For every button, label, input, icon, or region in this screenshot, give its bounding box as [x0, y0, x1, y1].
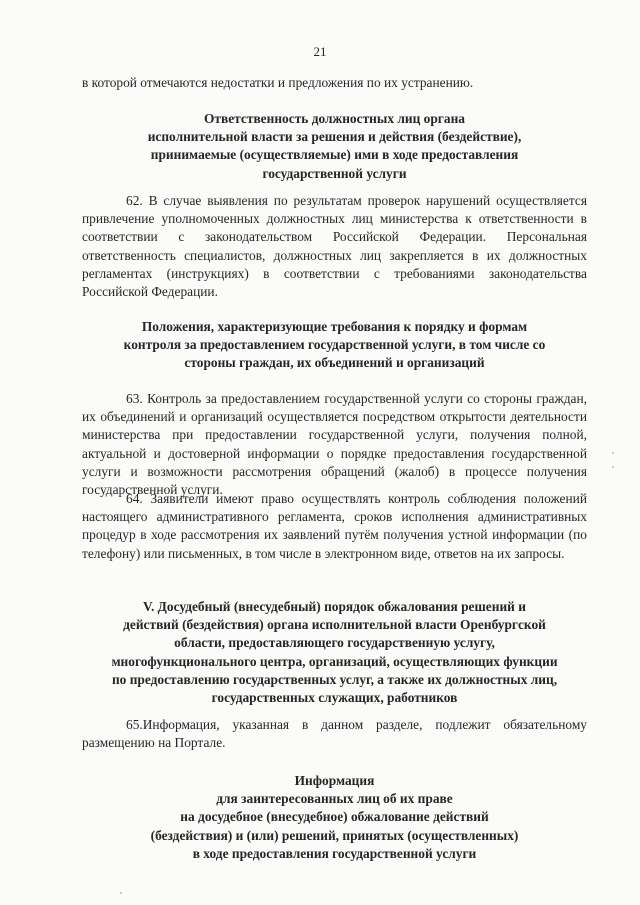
heading-line: для заинтересованных лиц об их праве	[216, 791, 453, 807]
heading-information	[82, 772, 587, 863]
heading-control-provisions	[82, 318, 587, 373]
intro-text: в которой отмечаются недостатки и предложения по их устранению.	[82, 75, 474, 90]
heading-line: стороны граждан, их объединений и организаций	[184, 355, 485, 371]
paragraph-63	[82, 390, 587, 499]
paragraph-64-text: 64. Заявители имеют право осуществлять контроль соблюдения положений настоящего административного регламента, сроков исполнения административных процедур в ходе рассмотрения их заявлений путём получения устной информации (по телефону) или письменных, в том числе в электронном виде, ответов на их запросы.	[82, 491, 587, 561]
paragraph-63-text: 63. Контроль за предоставлением государственной услуги со стороны граждан, их объединений и организаций осуществляется посредством открытости деятельности министерства при предоставлении государственной услуги, получения полной, актуальной и достоверной информации о порядке предоставления государственной услуги и возможности рассмотрения обращений (жалоб) в процессе получения государственной услуги.	[82, 391, 587, 498]
heading-line: исполнительной власти за решения и действия (бездействие),	[147, 129, 522, 145]
page-number: 21	[313, 44, 327, 59]
heading-line: (бездействия) и (или) решений, принятых (осуществленных)	[150, 827, 519, 843]
heading-line: государственных служащих, работников	[211, 690, 458, 706]
heading-line: V. Досудебный (внесудебный) порядок обжалования решений и	[143, 599, 526, 614]
paragraph-64	[82, 490, 587, 563]
heading-responsibility	[82, 110, 587, 183]
heading-section-v	[82, 598, 587, 707]
scan-speck	[612, 466, 614, 468]
heading-line: многофункционального центра, организаций, осуществляющих функции	[111, 653, 558, 669]
heading-line: области, предоставляющего государственную услугу,	[174, 635, 495, 651]
heading-line: действий (бездействия) органа исполнительной власти Оренбургской	[123, 617, 546, 633]
heading-line: Информация	[294, 773, 375, 788]
heading-line: в ходе предоставления государственной услуги	[192, 845, 477, 861]
scan-speck	[120, 892, 122, 894]
heading-line: контроля за предоставлением государственной услуги, в том числе со	[123, 337, 546, 353]
paragraph-62	[82, 192, 587, 301]
heading-line: Положения, характеризующие требования к порядку и формам	[141, 319, 528, 334]
heading-line: Ответственность должностных лиц органа	[204, 111, 465, 126]
paragraph-65	[82, 716, 587, 752]
heading-line: принимаемые (осуществляемые) ими в ходе предоставления	[150, 147, 519, 163]
heading-line: государственной услуги	[262, 165, 407, 181]
heading-line: на досудебное (внесудебное) обжалование действий	[180, 809, 489, 825]
scan-speck	[612, 452, 614, 454]
paragraph-62-text: 62. В случае выявления по результатам проверок нарушений осуществляется привлечение уполномоченных должностных лиц министерства к ответственности в соответствии с законодательством Российской Федерации. Персональная ответственность специалистов, должностных лиц закрепляется в их должностных регламентах (инструкциях) в соответствии с требованиями законодательства Российской Федерации.	[82, 193, 587, 300]
paragraph-65-text: 65.Информация, указанная в данном разделе, подлежит обязательному размещению на Портале.	[82, 717, 587, 751]
intro-line	[82, 74, 587, 92]
heading-line: по предоставлению государственных услуг, а также их должностных лиц,	[111, 671, 558, 687]
